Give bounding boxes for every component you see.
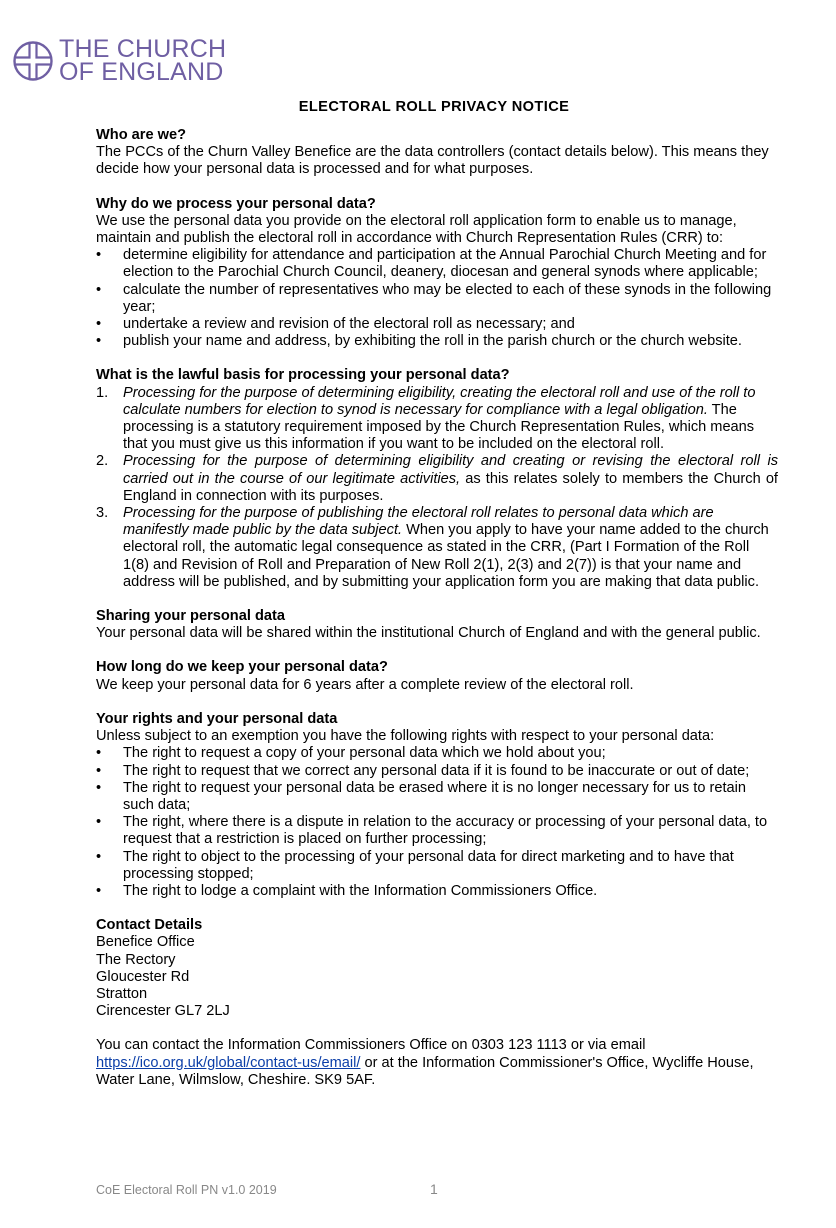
who-heading: Who are we? bbox=[96, 127, 187, 143]
lawful-basis-text: as this relates solely to members the Church of England in connection with its purposes. bbox=[123, 470, 778, 504]
lawful-heading: What is the lawful basis for processing your personal data? bbox=[96, 367, 510, 384]
list-item: • The right, where there is a dispute in relation to the accuracy or processing of your personal data, to request that a restriction is placed on further processing; bbox=[96, 814, 778, 848]
list-item: • publish your name and address, by exhibiting the roll in the parish church or the church website. bbox=[96, 333, 778, 350]
list-item bbox=[96, 385, 778, 454]
rights-intro: Unless subject to an exemption you have the following rights with respect to your personal data: bbox=[96, 728, 715, 745]
list-item: • The right to request that we correct any personal data if it is found to be inaccurate or out of date; bbox=[96, 763, 778, 780]
why-list bbox=[96, 247, 778, 350]
who-text: The PCCs of the Churn Valley Benefice are the data controllers (contact details below). This means they decide how your personal data is processed and for what purposes. bbox=[96, 144, 769, 178]
address-line: Cirencester GL7 2LJ bbox=[96, 1003, 230, 1020]
keep-heading: How long do we keep your personal data? bbox=[96, 659, 388, 676]
list-number: 3. bbox=[96, 505, 109, 522]
list-number: 1. bbox=[96, 384, 109, 401]
ico-email-link[interactable]: https://ico.org.uk/global/contact-us/email/ bbox=[96, 1054, 361, 1071]
list-number: 2. bbox=[96, 453, 109, 470]
contact-heading: Contact Details bbox=[96, 917, 203, 934]
ico-text-after: or at the Information Commissioner's Office, Wycliffe House, Water Lane, Wilmslow, Cheshire. SK9 5AF. bbox=[96, 1054, 754, 1088]
list-item: • calculate the number of representatives who may be elected to each of these synods in the following year; bbox=[96, 282, 778, 316]
ico-text-before: You can contact the Information Commissioners Office on 0303 123 1113 or via email bbox=[96, 1037, 646, 1054]
document-title: ELECTORAL ROLL PRIVACY NOTICE bbox=[298, 99, 570, 115]
why-intro: We use the personal data you provide on the electoral roll application form to enable us to manage, maintain and publish the electoral roll in accordance with Church Representation Rules (CRR) to: bbox=[96, 212, 737, 247]
list-item: • undertake a review and revision of the electoral roll as necessary; and bbox=[96, 316, 778, 333]
document-body bbox=[96, 127, 778, 1089]
lawful-basis-italic: Processing for the purpose of publishing the electoral roll relates to personal data which are manifestly made public by the data subject. bbox=[123, 505, 714, 539]
logo-line-1: THE CHURCH bbox=[59, 35, 227, 63]
address-line: Gloucester Rd bbox=[96, 968, 190, 985]
page-number: 1 bbox=[430, 1181, 438, 1197]
list-item: • The right to request your personal data be erased where it is no longer necessary for us to retain such data; bbox=[96, 780, 778, 814]
list-item bbox=[96, 453, 778, 505]
logo-wordmark bbox=[59, 35, 227, 86]
footer-version: CoE Electoral Roll PN v1.0 2019 bbox=[96, 1183, 277, 1197]
list-item bbox=[96, 505, 778, 591]
address-line: Stratton bbox=[96, 985, 148, 1002]
ico-contact bbox=[96, 1037, 778, 1089]
rights-list bbox=[96, 745, 778, 900]
list-item: • The right to object to the processing of your personal data for direct marketing and to have that processing stopped; bbox=[96, 849, 778, 883]
lawful-basis-italic: Processing for the purpose of determining eligibility, creating the electoral roll and use of the roll to calculate numbers for election to synod is necessary for compliance with a legal obligation. bbox=[123, 384, 756, 418]
keep-text: We keep your personal data for 6 years after a complete review of the electoral roll. bbox=[96, 676, 634, 693]
list-item: • determine eligibility for attendance and participation at the Annual Parochial Church Meeting and for election to the Parochial Church Council, deanery, diocesan and general synods where applicable; bbox=[96, 247, 778, 281]
lawful-basis-text: When you apply to have your name added to the church electoral roll, the automatic legal consequence as stated in the CRR, (Part I Formation of the Roll 1(8) and Revision of Roll and Preparation of New Roll 2(1), 2(3) and 2(7)) is that your name and address will be published, and by submitting your application form you are making that data public. bbox=[123, 522, 769, 590]
list-item: • The right to request a copy of your personal data which we hold about you; bbox=[96, 745, 778, 762]
address-line: Benefice Office bbox=[96, 934, 195, 951]
cross-circle-icon bbox=[12, 40, 54, 82]
list-item: • The right to lodge a complaint with the Information Commissioners Office. bbox=[96, 883, 778, 900]
address-line: The Rectory bbox=[96, 951, 176, 968]
lawful-basis-italic: Processing for the purpose of determining eligibility and creating or revising the electoral roll is carried out in the course of our legitimate activities, bbox=[123, 453, 778, 487]
lawful-list bbox=[96, 385, 778, 591]
sharing-heading: Sharing your personal data bbox=[96, 608, 285, 625]
logo-line-2: OF ENGLAND bbox=[59, 58, 224, 86]
sharing-text: Your personal data will be shared within the institutional Church of England and with the general public. bbox=[96, 625, 761, 642]
rights-heading: Your rights and your personal data bbox=[96, 710, 338, 727]
church-of-england-logo bbox=[12, 35, 227, 86]
why-heading: Why do we process your personal data? bbox=[96, 195, 376, 212]
lawful-basis-text: The processing is a statutory requirement imposed by the Church Representation Rules, which means that you must give us this information if you want to be included on the electoral roll. bbox=[123, 401, 755, 453]
